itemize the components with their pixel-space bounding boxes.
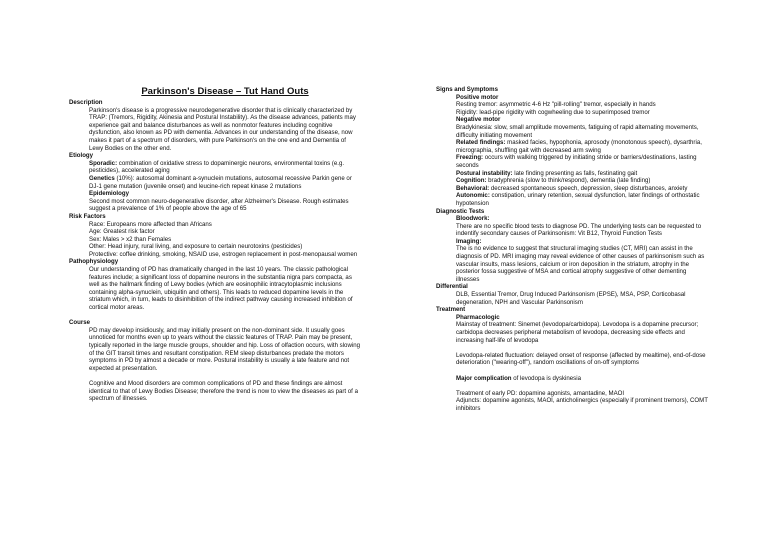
signs-symptoms-heading: Signs and Symptoms bbox=[436, 86, 498, 93]
related-label: Related findings: bbox=[456, 139, 506, 147]
rigidity-text: Rigidity: lead-pipe rigidity with cogwheeling due to superimposed tremor bbox=[456, 108, 650, 116]
negative-motor-heading: Negative motor bbox=[456, 116, 501, 124]
pharmacologic-text: Mainstay of treatment: Sinemet (levodopa/carbidopa). Levodopa is a dopamine precursor; carbidopa decreases peripheral metabolism of levodopa, decreasing side effects and increasing half-life of levodopa bbox=[456, 321, 699, 344]
diagnostic-tests-heading: Diagnostic Tests bbox=[436, 207, 485, 215]
pathophysiology-heading: Pathophysiology bbox=[69, 258, 119, 266]
document-title: Parkinson's Disease – Tut Hand Outs bbox=[141, 86, 309, 97]
left-column bbox=[69, 86, 361, 403]
risk-age: Age: Greatest risk factor bbox=[89, 228, 155, 236]
risk-protective: Protective: coffee drinking, smoking, NSAID use, estrogen replacement in post-menopausal women bbox=[89, 250, 358, 258]
cognition-label: Cognition: bbox=[456, 177, 487, 185]
major-text: of levodopa is dyskinesia bbox=[511, 374, 581, 382]
differential-heading: Differential bbox=[436, 283, 468, 291]
spacer bbox=[436, 367, 710, 375]
behavioral-text: decreased spontaneous speech, depression, sleep disturbances, anxiety bbox=[489, 184, 688, 192]
differential-text: DLB, Essential Tremor, Drug Induced Parkinsonism (EPSE), MSA, PSP, Corticobasal degeneration, NPH and Vascular Parkinsonism bbox=[456, 291, 686, 306]
autonomic-label: Autonomic: bbox=[456, 192, 490, 200]
pathophysiology-text: Our understanding of PD has dramatically changed in the last 10 years. The classic pathological features include; a significant loss of dopamine neurons in the substantia nigra pars compacta, as well as the hallmark finding of Lewy bodies (which are eosinophilic intracytoplasmic inclusions containing alpha-synuclein, ubiquitin and others). This leads to reduced dopamine levels in the striatum which, in turn, leads to disinhibition of the indirect pathway causing increased inhibition of cortical motor areas. bbox=[89, 266, 353, 312]
related-text: masked facies, hypophonia, aprosody (monotonous speech), dysarthria, micrographia, shuffling gait with decreased arm swing bbox=[456, 139, 702, 154]
epidemiology-text: Second most common neuro-degenerative disorder, after Alzheimer's Disease. Rough estimates suggest a prevalence of 1% of people above the age of 65 bbox=[89, 197, 349, 213]
description-text: Parkinson's disease is a progressive neurodegenerative disorder that is clinically characterized by TRAP: (Tremors, Rigidity, Akinesia and Postural Instability). As the disease advances, patients may experience gait and balance disturbances as well as nonmotor features including cognitive dysfunction, also known as PD with dementia. Advances in our understanding of the disease, now makes it part of a spectrum of disorders, with pure Parkinson's on the one end and Dementia of Lewy Bodies on the other end. bbox=[89, 106, 356, 152]
treatment-heading: Treatment bbox=[436, 306, 466, 314]
bloodwork-text: There are no specific blood tests to diagnose PD. The underlying tests can be requested to indentify secondary causes of Parkinsonism: Vit B12, Thyroid Function Tests bbox=[456, 222, 702, 238]
imaging-heading: Imaging: bbox=[456, 237, 482, 245]
postural-text: late finding presenting as falls, festinating gait bbox=[512, 169, 638, 177]
postural-label: Postural instability: bbox=[456, 169, 513, 177]
sporadic-text: combination of oxidative stress to dopaminergic neurons, environmental toxins (e.g. pesticides), accelerated aging bbox=[89, 159, 345, 175]
right-column bbox=[436, 86, 710, 413]
etiology-heading: Etiology bbox=[69, 152, 94, 160]
pharmacologic-heading: Pharmacologic bbox=[456, 313, 500, 321]
risk-factors-heading: Risk Factors bbox=[69, 212, 106, 220]
early-treatment-text: Treatment of early PD: dopamine agonists, amantadine, MAOI bbox=[456, 389, 625, 397]
epidemiology-heading: Epidemiology bbox=[89, 190, 129, 198]
cognition-paragraph bbox=[436, 177, 710, 185]
fluctuation-text: Levodopa-related fluctuation: delayed onset of response (affected by mealtime), end-of-dose deterioration ("wearing-off"), random oscillations of on-off symptoms bbox=[456, 351, 706, 367]
resting-tremor-text: Resting tremor: asymmetric 4-6 Hz "pill-rolling" tremor, especially in hands bbox=[456, 101, 656, 109]
bradykinesia-text: Bradykinesia: slow, small amplitude movements, fatiguing of rapid alternating movements, difficulty initiating movement bbox=[456, 123, 699, 139]
genetics-paragraph bbox=[69, 175, 361, 190]
course-text-2: Cognitive and Mood disorders are common complications of PD and these findings are almost identical to that of Lewy Bodies Disease; therefore the trend is now to view the diseases as part of a spectrum of illnesses. bbox=[89, 379, 358, 403]
cognition-text: bradyphrenia (slow to think/respond), dementia (late finding) bbox=[486, 177, 651, 185]
genetics-text: (10%): autosomal dominant a-synuclein mutations, autosomal recessive Parkin gene or DJ-1 gene mutation (juvenile onset) and leucine-rich repeat kinase 2 mutations bbox=[89, 174, 352, 190]
behavioral-label: Behavioral: bbox=[456, 184, 490, 192]
course-text: PD may develop insidiously, and may initially present on the non-dominant side. It usually goes unnoticed for months even up to years without the classic features of TRAP. Pain may be present, typically reported in the large muscle groups, shoulder and hip. Loss of olfaction occurs, with slowing of the GIT transit times and resultant constipation. REM sleep disturbances predate the motors symptoms in PD by almost a decade or more. Postural instability is usually a late feature and not expected at presentation. bbox=[89, 326, 360, 372]
autonomic-paragraph bbox=[436, 192, 710, 207]
course-heading: Course bbox=[69, 319, 90, 327]
sporadic-paragraph bbox=[69, 160, 361, 175]
genetics-label: Genetics bbox=[89, 174, 115, 182]
imaging-text: The is no evidence to suggest that structural imaging studies (CT, MRI) can assist in the diagnosis of PD. MRI imaging may reveal evidence of other causes of parkinsonism such as vascular insults, mass lesions, calcium or iron deposition in the striatum, atrophy in the posterior fossa suggestive of MSA and cortical atrophy suggestive of other dementing illnesses bbox=[456, 245, 705, 283]
behavioral-paragraph bbox=[436, 185, 710, 193]
spacer bbox=[69, 312, 361, 320]
major-complication bbox=[436, 375, 710, 383]
spacer bbox=[436, 344, 710, 352]
description-heading: Description bbox=[69, 99, 103, 106]
freezing-paragraph bbox=[436, 154, 710, 169]
major-label: Major complication bbox=[456, 374, 512, 382]
sporadic-label: Sporadic: bbox=[89, 159, 118, 167]
risk-sex: Sex: Males > x2 than Females bbox=[89, 235, 172, 243]
adjuncts-text: Adjuncts: dopamine agonists, MAOI, anticholinergics (especially if prominent tremors), COMT inhibitors bbox=[456, 397, 708, 412]
related-findings bbox=[436, 139, 710, 154]
spacer bbox=[69, 372, 361, 380]
spacer bbox=[436, 382, 710, 390]
bloodwork-heading: Bloodwork: bbox=[456, 215, 490, 223]
autonomic-text: constipation, urinary retention, sexual dysfunction, later findings of orthostatic hypotension bbox=[456, 192, 700, 207]
postural-paragraph bbox=[436, 170, 710, 178]
positive-motor-heading: Positive motor bbox=[456, 93, 499, 101]
freezing-text: occurs with walking triggered by initiating stride or barriers/destinations, lasting seconds bbox=[456, 154, 697, 169]
risk-race: Race: Europeans more affected than Africans bbox=[89, 220, 212, 228]
risk-other: Other: Head injury, rural living, and exposure to certain neurotoxins (pesticides) bbox=[89, 243, 303, 251]
freezing-label: Freezing: bbox=[456, 154, 484, 162]
